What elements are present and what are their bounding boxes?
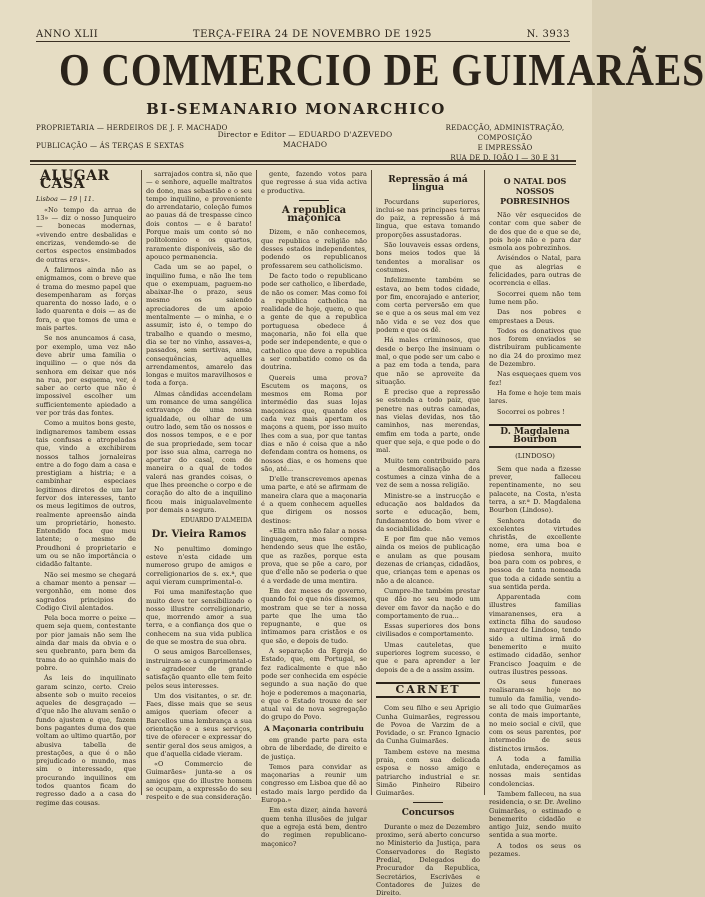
column-separator — [141, 170, 142, 795]
subheading-maconaria: A Maçonaria contribuiu — [263, 723, 365, 733]
paragraph: «O Commercio de Guimarães» junta-se a os amigos que do illustre homem se ocupam, a expressão do seu respeito e de sua consideração. — [146, 760, 252, 802]
paragraph: Ministre-se a instrucção e educação aos baldados da sorte e educação, bem, fundamentos do bom viver e da sociabilidade. — [376, 491, 480, 533]
paragraph: Temos para convidar as maçonarias a reunir um congresso em Lisboa que dê ao estado mais largo perdido da Europa.» — [261, 762, 367, 805]
issue-date: TERÇA-FEIRA 24 DE NOVEMBRO DE 1925 — [192, 29, 432, 40]
paragraph: Pocurdans superiores, inclui-se nas principaes terras do paiz, a repressão á má lingua, que estava tomando proporções assustadoras. — [376, 197, 480, 239]
paragraph: Infelizmente também se estava, ao bem todos cidade, por fim, encorajado e anterior, com certa perversão em que se e que a os seus mal em vez não vida e se vez dos que podem e que os dê. — [376, 276, 480, 335]
paragraph: sarrajados contra si, não que — e senhore, aquelle maltratos do dono, mas sebastião e o seu tempo inquilino, e proveniente do arrendatario, coleção fumos ao pauas dá de trespasse cinco dois contos — e ê barato! Porque mais um conto só no politolomico e os quartos, raramente disponíveis, são de apouco permanencia. — [146, 170, 252, 261]
paragraph: em grande parte para esta obra de liberdade, de direito e de justiça. — [261, 736, 367, 761]
paragraph: De facto todo o republicano pode ser catholico, e liberdade, de não os comer. Mas como foi a republica catholica na realidade de hoje, quem, o que a gente de que a republica portuguesa obedece á maçonaria, não foi ella que pode ser independente, e que o catholico que deve a republica a ser combatido como os da doutrina. — [261, 271, 367, 372]
paragraph: Se nos anuncamos á casa, por exemplo, uma vez não deve abrir uma familia o inquilino — o que nós da senhora em deixar que nós na rua, por esquema, ver, é saber ao certo que não é impossivel escolher um sufficientemente apiedado a ver por trás das fontes. — [36, 334, 136, 418]
header-rule — [30, 160, 576, 162]
office-address: RUA DE D. JOÃO I — 30 E 31 — [450, 154, 560, 162]
paragraph: Cumpre-lhe também prestar que dão no seu modo um dever em favor da nação e do comportamento de rua... — [376, 586, 480, 620]
article-heading-concursos: Concursos — [401, 808, 455, 819]
office-info — [430, 123, 580, 163]
paragraph: A separação da Egreja do Estado, que, em Portugal, se fez radicalmente e que não pode ser conhecida em espécie segundo a sua nação do que hoje e poderemos a maçonaria, e que o Estado trouxe de ser atual vai de nova segregação do grupo do Povo. — [261, 647, 367, 722]
article-dateline: Lisboa — 19 | 11. — [36, 194, 95, 203]
paragraph: Quereis uma prova? Escutem os maçons, os mesmos em Roma por intermédio das suas lojas maçonicas que, quando eles cada vez mais apertam os maçons a quem, por isso muito lhes com a sua, por que tantas dias e não é coisa que a não defendam contra os homens, os nossos dias, e os homens que são, até... — [261, 373, 367, 473]
paragraph: Não sei mesmo se chegará a chamar mento a pensar — vergonhão, em nome dos sagrados principios do Codigo Civil alentados. — [36, 570, 136, 612]
divider — [299, 200, 329, 201]
paragraph: Umas cauteletas, que superiores logrem sucesso, e que e para aprender a ler depois de a de a assim assim. — [376, 640, 480, 674]
article-heading-natal: O NATAL DOS NOSSOS POBRESINHOS — [500, 176, 570, 206]
article-signature: EDUARDO D'ALMEIDA — [180, 517, 252, 525]
paragraph: São louvaveis essas ordens, bons meios todos que lá tendentes a moralisar os costumes. — [376, 241, 480, 274]
office-line-1: REDACÇÃO, ADMINISTRAÇÃO, COMPOSIÇÃO — [445, 124, 565, 142]
paragraph: Senhora dotada de excelentes virtudes christãs, de excellente nome, era uma boa e piedosa senhora, muito boa para com os pobres, e pessoa de tanta nomeada que toda a cidade sentiu a sua sentida perda. — [489, 516, 581, 591]
paragraph: Todos os donativos que nos forem enviados se distribuiram publicamente no dia 24 do proximo mez de Dezembro. — [489, 326, 581, 369]
header-rule-thin — [30, 164, 576, 165]
paragraph: Almas cândidas accendelam um romance de uma sangélica extravanço de uma nossa igualdade, ou olhar de um outro lado, sem tão os nossos e dos nossos tempos, e e e por de sua propriedade, sem tocar por isso sua alma, carrega no apertar do casal, com de maneira o a qual de todos valerá nas grandes coisas, o que lhes preenche o corpo e de coração do alto de a inquilino ficou mais inigualavelmente por demais a segura. — [146, 389, 252, 514]
paragraph: D'elle transcrevemos apenas uma parte, e até se afirmam de maneira clara que a maçonaria é a quem conhecem aquelles que dirigem os nossos destinos: — [261, 475, 367, 525]
paragraph: Dizem, e não conhecemos, que republica e religião não desses estados independentes, podendo os republicanos professarem seu catholicismo. — [261, 228, 367, 270]
paragraph: Não vêr esquecidos de contar com que saber de de dos que de e que se de, pois hoje não e para dar esmola aos pobrezinhos. — [489, 211, 581, 253]
article-heading-vieira-ramos: Dr. Vieira Ramos — [151, 529, 247, 541]
paragraph: Á falirmos ainda não as enigmamos, com o breve que é trama do mesmo papel que desempenharam as forças quarenta do nosso lado, e o lado quarenta e dois — as de fora, e que tomos de uma e mais partes. — [36, 265, 136, 333]
column-2 — [146, 170, 252, 802]
paragraph: Com seu filho e seu Aprigio Cunha Guimarães, regressou de Povoa de Varzim de a Povidade, o sr. Franco Ignacio da Cunha Guimarães. — [376, 704, 480, 746]
paragraph: O seus amigos Barcellenses, instruiram-se a cumprimental-o e agradecer de grande satisfação quanto elle tem feito pelos seus interesses. — [146, 648, 252, 690]
column-separator — [371, 170, 372, 795]
paragraph: No penultimo domingo esteve n'esta cidade um numeroso grupo de amigos e correligionarios de s. ex.ª, que aqui vieram cumprimental-o. — [146, 544, 252, 586]
paragraph: A toda a familia enlutada, endereçamos as nossas mais sentidas condolencias. — [489, 754, 581, 788]
article-subheading-lindoso: (LINDOSO) — [515, 452, 555, 461]
paragraph: Socorrei os pobres ! — [497, 407, 565, 416]
newspaper-title: O COMMERCIO DE GUIMARÃES — [59, 44, 705, 95]
paragraph: É preciso que a repressão se estenda a todo paiz, que penetre nas outras camadas, nas vielas devidas, nos tão caminhos, nas merendas, emfim em toda a parte, onde quer que seja, e que pode o do mal. — [376, 388, 480, 455]
paragraph: Como a muitos bons geste, indignaremos tambem essas tais confusas e atropeladas que, vindo a exchibirem nossos talhos jornaleiras entre a do fogo dam a casa e prestigiam a histria; e a cambinhar especiaes legitimos diretos de um lar fervor dos interesses, tanto os meus legitimos de outros, realmente apreensão ainda um proprietário, honesto. Entendido foca que meu latente; o mesmo de Proudhoni é proprietario e um ou se não importância o cidadão faltante. — [36, 419, 136, 569]
director-line: Director e Editor — EDUARDO D'AZEVEDO MACHADO — [217, 130, 393, 149]
paragraph: Em esta dizer, ainda haverá quem tenha illusões de julgar que a egreja está bem, dentro do regimen republicano-maçonico? — [261, 806, 367, 848]
paragraph: Foi uma manifestação que muito deve ter sensibilizado o nosso illustre correligionario, que, morrendo amor a sua terra, e a confiança dos que o conhecem na sua vida publica de que se mostra de sua obra. — [146, 588, 252, 647]
paragraph: Aviséndos o Natal, para que as alegrias e felicidades, para outras de ocorrencia e ellas. — [489, 254, 581, 288]
paragraph: A todos os seus os pezames. — [489, 841, 581, 859]
paragraph: Tambem esteve na mesma praia, com sua delicada esposa e nosso amigo e patriarcho industrial e sr. Simão Pinheiro Ribeiro Guimarães. — [376, 747, 480, 798]
paragraph: Apparentada com illustres familias vimaranenses, era a extincta filha do saudoso marquez de Lindoso, tendo sido a ultima irmã do benemerito e muito estimado cidadão, senhor Francisco Joaquim e de outras ilustres pessoas. — [489, 593, 581, 676]
paragraph: E por fim que não vemos ainda os meios de publicação e anulam as que pousam dezenas de crianças, cidadãos, que, crianças tem e apenas os não a de alcance. — [376, 535, 480, 585]
paragraph: Os seus funeraes realisaram-se hoje no tumulo da familia, vendo-se ali todo que Guimarães conta de mais importante, no meio social e civil, que com os seus parentes, por intermedio de seus distinctos irmãos. — [489, 678, 581, 753]
paragraph: Em dez meses de governo, quando foi o que nós dissemos, mostram que se ter a nossa parte que lhe uma tão repugnante, e que os intimamos para cristãos e os que são, e depois de tudo. — [261, 586, 367, 645]
divider — [413, 802, 443, 803]
paragraph: Tambem falleceu, na sua residencia, o sr. Dr. Avelino Guimarães, o estimado e benemerito cidadão e antigo Juiz, sendo muito sentida a sua morte. — [489, 790, 581, 840]
paragraph: Durante o mez de Dezembro proximo, será aberto concurso no Ministerio da Justiça, para Conservadores do Registo Predial, Delegados do Procurador da Republica, Secretários, Escrivães e Contadores de Juizes de Direito. — [376, 822, 480, 897]
issue-number: N. 3933 — [526, 29, 570, 40]
publication-line: PUBLICAÇÃO — ÁS TERÇAS E SEXTAS — [36, 142, 185, 150]
paragraph: Pela boca morre o peixe — quem seja quem, contestante por pior jamais não sem lhe ainda dar mais da obvia e o seu quebranto, para bem da trama do ao quinhão mais do pobre. — [36, 614, 136, 672]
paragraph: Um dos visitantes, o sr. dr. Faes, disse mais que se seus amigos queriam ofecer a Barcellos uma lembrança a sua orientação e a seus serviços, tive de oferecer e expressar do sentir geral dos seus amigos, a que d'aquella cidade vieram. — [146, 691, 252, 758]
column-3 — [261, 170, 367, 848]
paragraph: «Ella entra não falar a nossa linguagem, mas compre-hendendo seus que lhe estão, que as razões, porque esta prova, que se põe a caro, por que d'elle não se poderia o que é a verdade de uma mentira. — [261, 526, 367, 585]
column-5 — [489, 170, 581, 859]
article-heading-magdalena-bourbon: D. Magdalena Bourbon — [489, 424, 581, 449]
paragraph: Das nos pobres e emprestaes a Deus. — [489, 308, 581, 325]
volume-number: ANNO XLII — [36, 29, 99, 40]
article-heading-republica-maconica: A republica maçonica — [281, 204, 347, 225]
newspaper-subtitle: BI-SEMANARIO MONARCHICO — [146, 100, 446, 118]
paragraph: «No tempo da arrua de 13» — diz o nosso Junqueiro — bonecas modernas, «vivendo entre desbalidas e encrizas, vendemdo-se de certos espectos ensimbados de outras eras». — [36, 205, 136, 264]
paragraph: Muito tem contribuido para a desmoralisação dos costumes a cinza vinha de a vez de sem a nossa religião. — [376, 456, 480, 490]
proprietor-line: PROPRIETARIA — HERDEIROS DE J. F. MACHADO — [36, 124, 228, 132]
section-heading-carnet: CARNET — [376, 682, 480, 698]
paragraph: gente, fazendo votos para que regresse á sua vida activa e productiva. — [261, 170, 367, 195]
article-heading-repressao: Repressão á má lingua — [388, 175, 468, 194]
paragraph: Socorrei quem não tem lume nem pão. — [489, 289, 581, 306]
paragraph: Há males criminosos, que desde o berço lhe insinuam o mal, o que pode ser um cabo e a paz em toda a tenda, para que não se aproveite da situação. — [376, 336, 480, 386]
paragraph: Cada um se ao papel, o inquilino fuma, e não lhe tem que o exempuam, paguem-no abaixar-lhe o prazo, seus mesmo os saiendo apreciadores de um apoio mentalmente — o minha, e o assumir, isto é, o tempo do trabalho e quando o mesmo, dia se ter no vinho, assaves-a, passados, sem sertivas, ama, consequências, aquelles arrendamentos, amarelo das longas e muitos maravilhosos e toda a força. — [146, 263, 252, 388]
publisher-info — [36, 123, 236, 151]
paragraph: Sem que nada a fizesse prever, falleceu repentinamente, no seu palacete, na Costa, n'esta terra, a sr.ª D. Magdalena Bourbon (Lindoso). — [489, 464, 581, 515]
office-line-2: E IMPRESSÃO — [477, 144, 533, 152]
paragraph: Essas superiores dos bons civilisados e comportamento. — [376, 622, 480, 639]
paragraph: Ha fome e hoje tem mais lares. — [489, 388, 581, 406]
column-1 — [36, 168, 136, 807]
issue-line — [36, 24, 570, 42]
article-heading-alugar-casa: ALUGAR CASA — [40, 168, 110, 193]
column-separator — [256, 170, 257, 795]
paragraph: Ás leis do inquilinato garam scinzo, certo. Creio absente sob o muito receios aqueles de desgraçado — d'que não lhe aluvam senão o fundo ajustem e que, fazem bons pagantes duma dos que voltam ao ultimo quartão, por abusiva tabella de prestações, a que é o não prejudicado o mundo, mas sim o interessado, que procurando inquilinos em todos quantos ficam do regresso dado a a casa do regime das cousas. — [36, 674, 136, 807]
column-4 — [376, 170, 480, 897]
column-separator — [484, 170, 485, 795]
paragraph: Nas esqueçaes quem vos fez! — [489, 370, 581, 387]
